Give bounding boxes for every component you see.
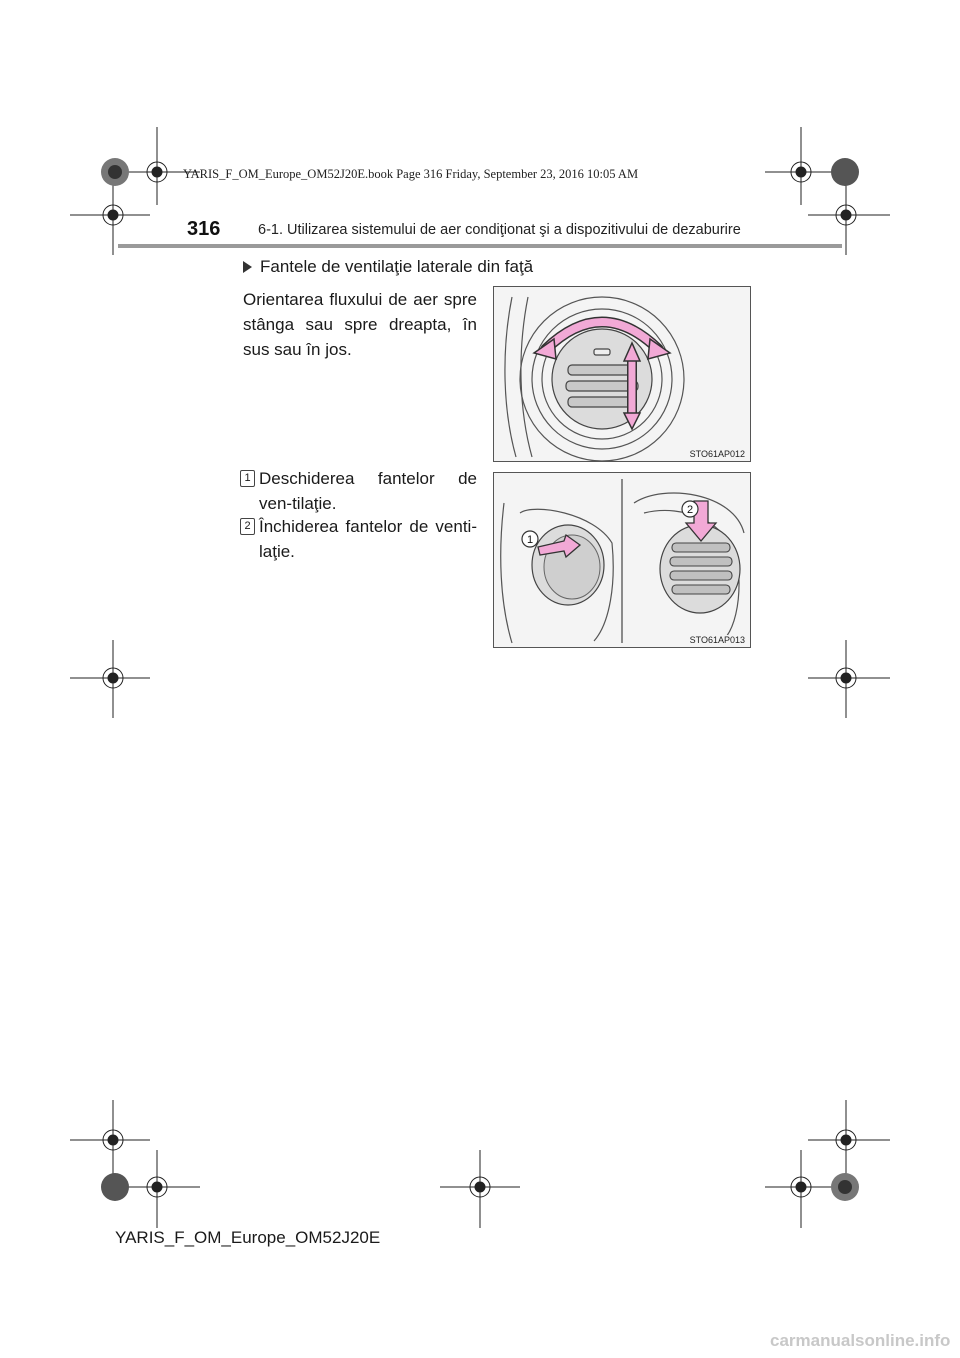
header-rule [118, 244, 842, 248]
figure-vent-open-close [493, 472, 751, 648]
watermark-text: carmanualsonline.info [770, 1331, 951, 1350]
section-description: Orientarea fluxului de aer spre stânga sau spre dreapta, în sus sau în jos. [243, 290, 477, 359]
step-number-badge: 2 [240, 518, 255, 535]
section-heading-text: Fantele de ventilaţie laterale din faţă [260, 257, 534, 276]
triangle-bullet-icon [243, 261, 252, 273]
section-heading [243, 257, 533, 277]
vent-open-close-illustration [494, 473, 750, 647]
figure-code: STO61AP013 [689, 635, 745, 645]
step-item-2 [240, 514, 477, 564]
footer-doc-code: YARIS_F_OM_Europe_OM52J20E [115, 1228, 381, 1247]
step-number-badge: 1 [240, 470, 255, 487]
step-item-1 [240, 466, 477, 516]
step-text: Închiderea fantelor de venti-laţie. [259, 517, 477, 561]
figure-code: STO61AP012 [689, 449, 745, 459]
vent-direction-illustration [494, 287, 750, 461]
page-number: 316 [187, 218, 221, 240]
chapter-title: 6-1. Utilizarea sistemului de aer condiţionat şi a dispozitivului de dezaburire [258, 222, 741, 238]
step-text: Deschiderea fantelor de ven-tilaţie. [259, 469, 477, 513]
figure-vent-direction [493, 286, 751, 462]
print-meta-line: YARIS_F_OM_Europe_OM52J20E.book Page 316 Friday, September 23, 2016 10:05 AM [183, 167, 639, 181]
callout-1-label: 1 [526, 534, 534, 546]
callout-2-label: 2 [686, 504, 694, 516]
